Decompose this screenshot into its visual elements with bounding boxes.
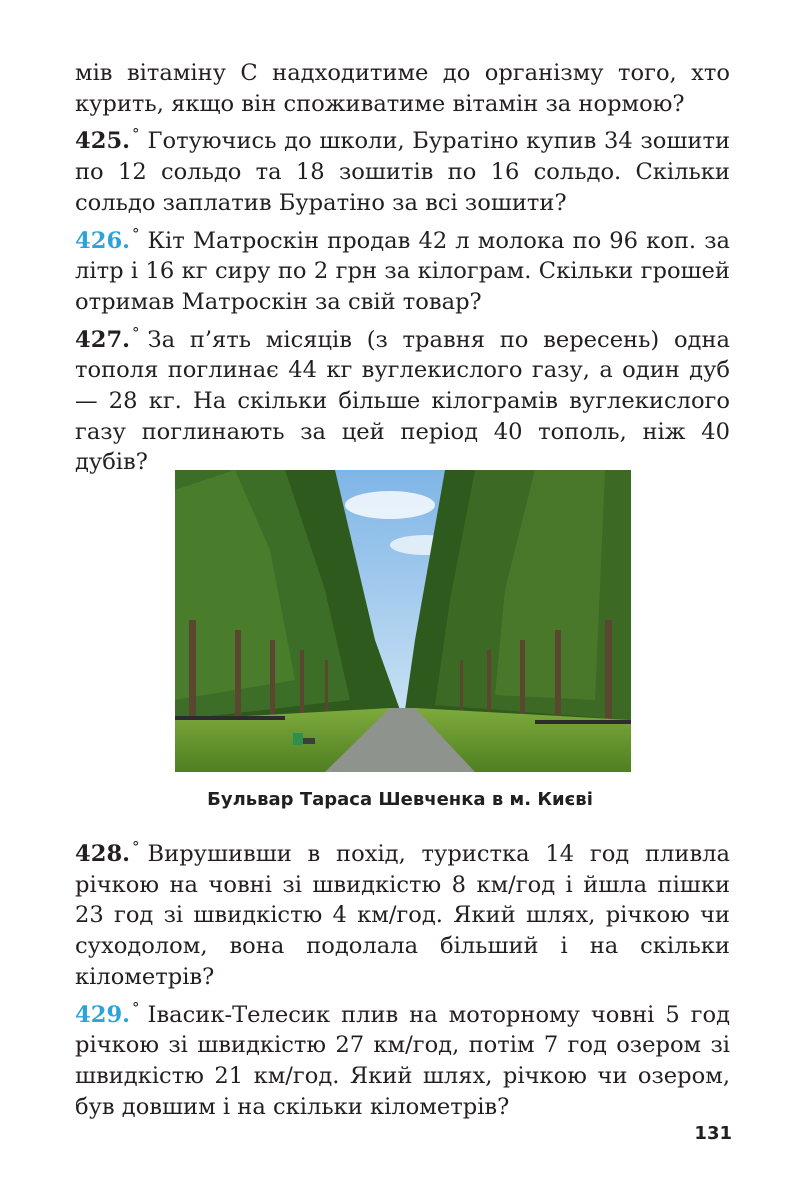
problem-number: 427. [75,326,131,353]
boulevard-photo [175,470,631,772]
photo-caption: Бульвар Тараса Шевченка в м. Києві [207,789,593,810]
degree-mark-icon: ° [132,838,140,856]
degree-mark-icon: ° [132,224,140,243]
problem-text: Кіт Матроскін продав 42 л молока по 96 коп. за літр і 16 кг сиру по 2 грн за кілограм. Скільки грошей отримав Матроскін за свій товар? [75,227,730,315]
problem-426 [75,219,730,318]
intro-paragraph: мів вітаміну С надходитиме до організму того, хто курить, якщо він споживатиме вітамін за нормою? [75,60,730,117]
page-number: 131 [694,1123,732,1144]
degree-mark-icon: ° [132,998,140,1017]
problem-text: Івасик-Телесик плив на моторному човні 5 год річкою зі швидкістю 27 км/год, потім 7 год озером зі швидкістю 21 км/год. Який шлях, річкою чи озером, був довшим і на скільки кілометрів? [75,1001,730,1120]
text-block-bottom [75,832,730,1122]
problem-number: 428. [75,841,131,867]
problem-number: 429. [75,1001,131,1028]
text-block-top [75,58,730,478]
problem-text: Вирушивши в похід, туристка 14 год пливла річкою на човні зі швидкістю 8 км/год і йшла пішки 23 год зі швидкістю 4 км/год. Який шлях, річкою чи суходолом, вона подолала більший і на скільки кілометрів? [75,841,730,990]
problem-428 [75,832,730,993]
problem-text: Готуючись до школи, Буратіно купив 34 зошити по 12 сольдо та 18 зошитів по 16 сольдо. Скільки сольдо заплатив Буратіно за всі зошити? [75,128,730,216]
problem-425 [75,119,730,218]
problem-number: 425. [75,128,131,155]
problem-427 [75,318,730,479]
degree-mark-icon: ° [132,125,140,144]
problem-text: За п’ять місяців (з травня по вересень) одна тополя поглинає 44 кг вуглекислого газу, а один дуб — 28 кг. На скільки більше кілограмів вуглекислого газу поглинають за цей період 40 тополь, ніж 40 дубів? [75,326,730,476]
problem-number: 426. [75,227,131,254]
problem-429 [75,993,730,1123]
degree-mark-icon: ° [132,323,140,342]
